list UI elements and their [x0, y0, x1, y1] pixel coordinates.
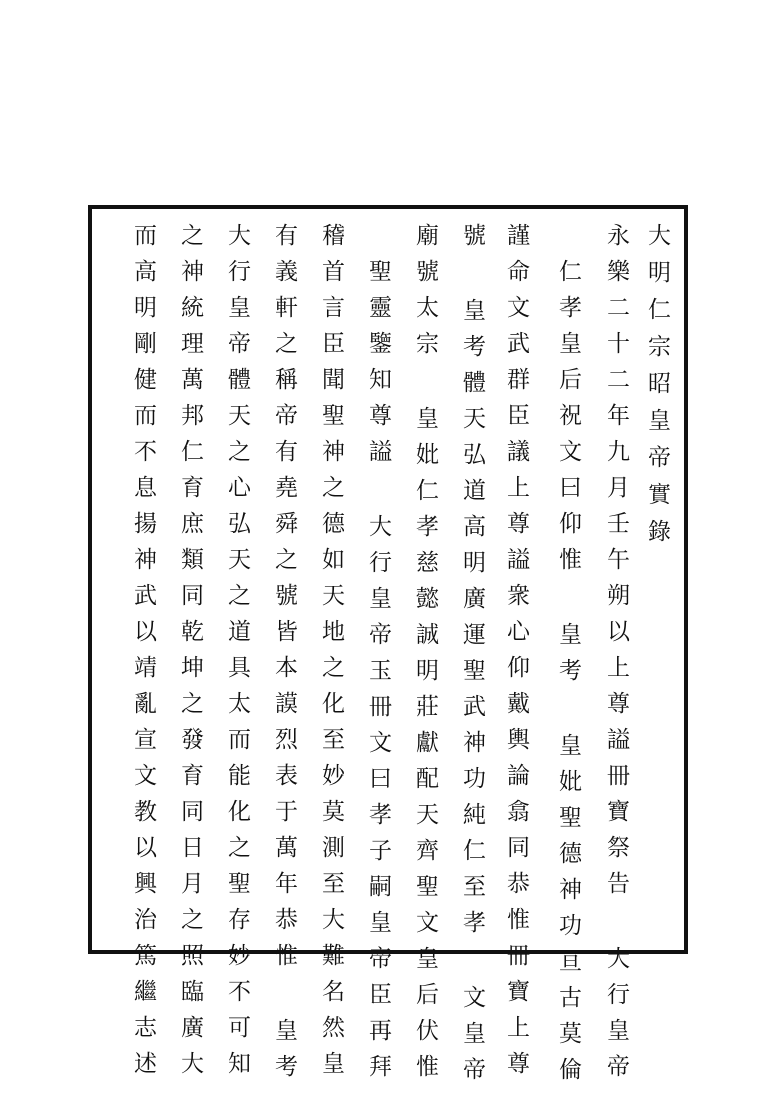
text-column-10: 大行皇帝體天之心弘天之道具太而能化之聖存妙不可知 [224, 223, 250, 1087]
text-area [92, 209, 684, 1093]
text-column-7: 聖靈鑒知尊謚 大行皇帝玉冊文曰孝子嗣皇帝臣再拜 [365, 259, 391, 1090]
text-column-11: 之神統理萬邦仁育庶類同乾坤之發育同日月之照臨廣大 [177, 223, 203, 1087]
text-column-2: 永樂二十二年九月壬午朔以上尊謚冊寶祭告 大行皇帝 [603, 223, 629, 1090]
text-column-3: 仁孝皇后祝文曰仰惟 皇考 皇妣聖德神功亘古莫倫 [555, 259, 581, 1093]
text-column-title: 大明仁宗昭皇帝實錄 [644, 223, 670, 556]
text-column-4: 謹命文武群臣議上尊謚衆心仰戴輿論翕同恭惟冊寶上尊 [503, 223, 529, 1087]
text-column-5: 號 皇考體天弘道高明廣運聖武神功純仁至孝 文皇帝 [459, 223, 485, 1093]
text-column-6: 廟號太宗 皇妣仁孝慈懿誠明莊獻配天齊聖文皇后伏惟 [412, 223, 438, 1090]
page-frame [88, 205, 688, 1093]
text-column-9: 有義軒之稱帝有堯舜之號皆本謨烈表于萬年恭惟 皇考 [271, 223, 297, 1090]
text-column-8: 稽首言臣聞聖神之德如天地之化至妙莫測至大難名然皇 [318, 223, 344, 1087]
text-column-12: 而高明剛健而不息揚神武以靖亂宣文教以興治篤繼志述 [130, 223, 156, 1087]
